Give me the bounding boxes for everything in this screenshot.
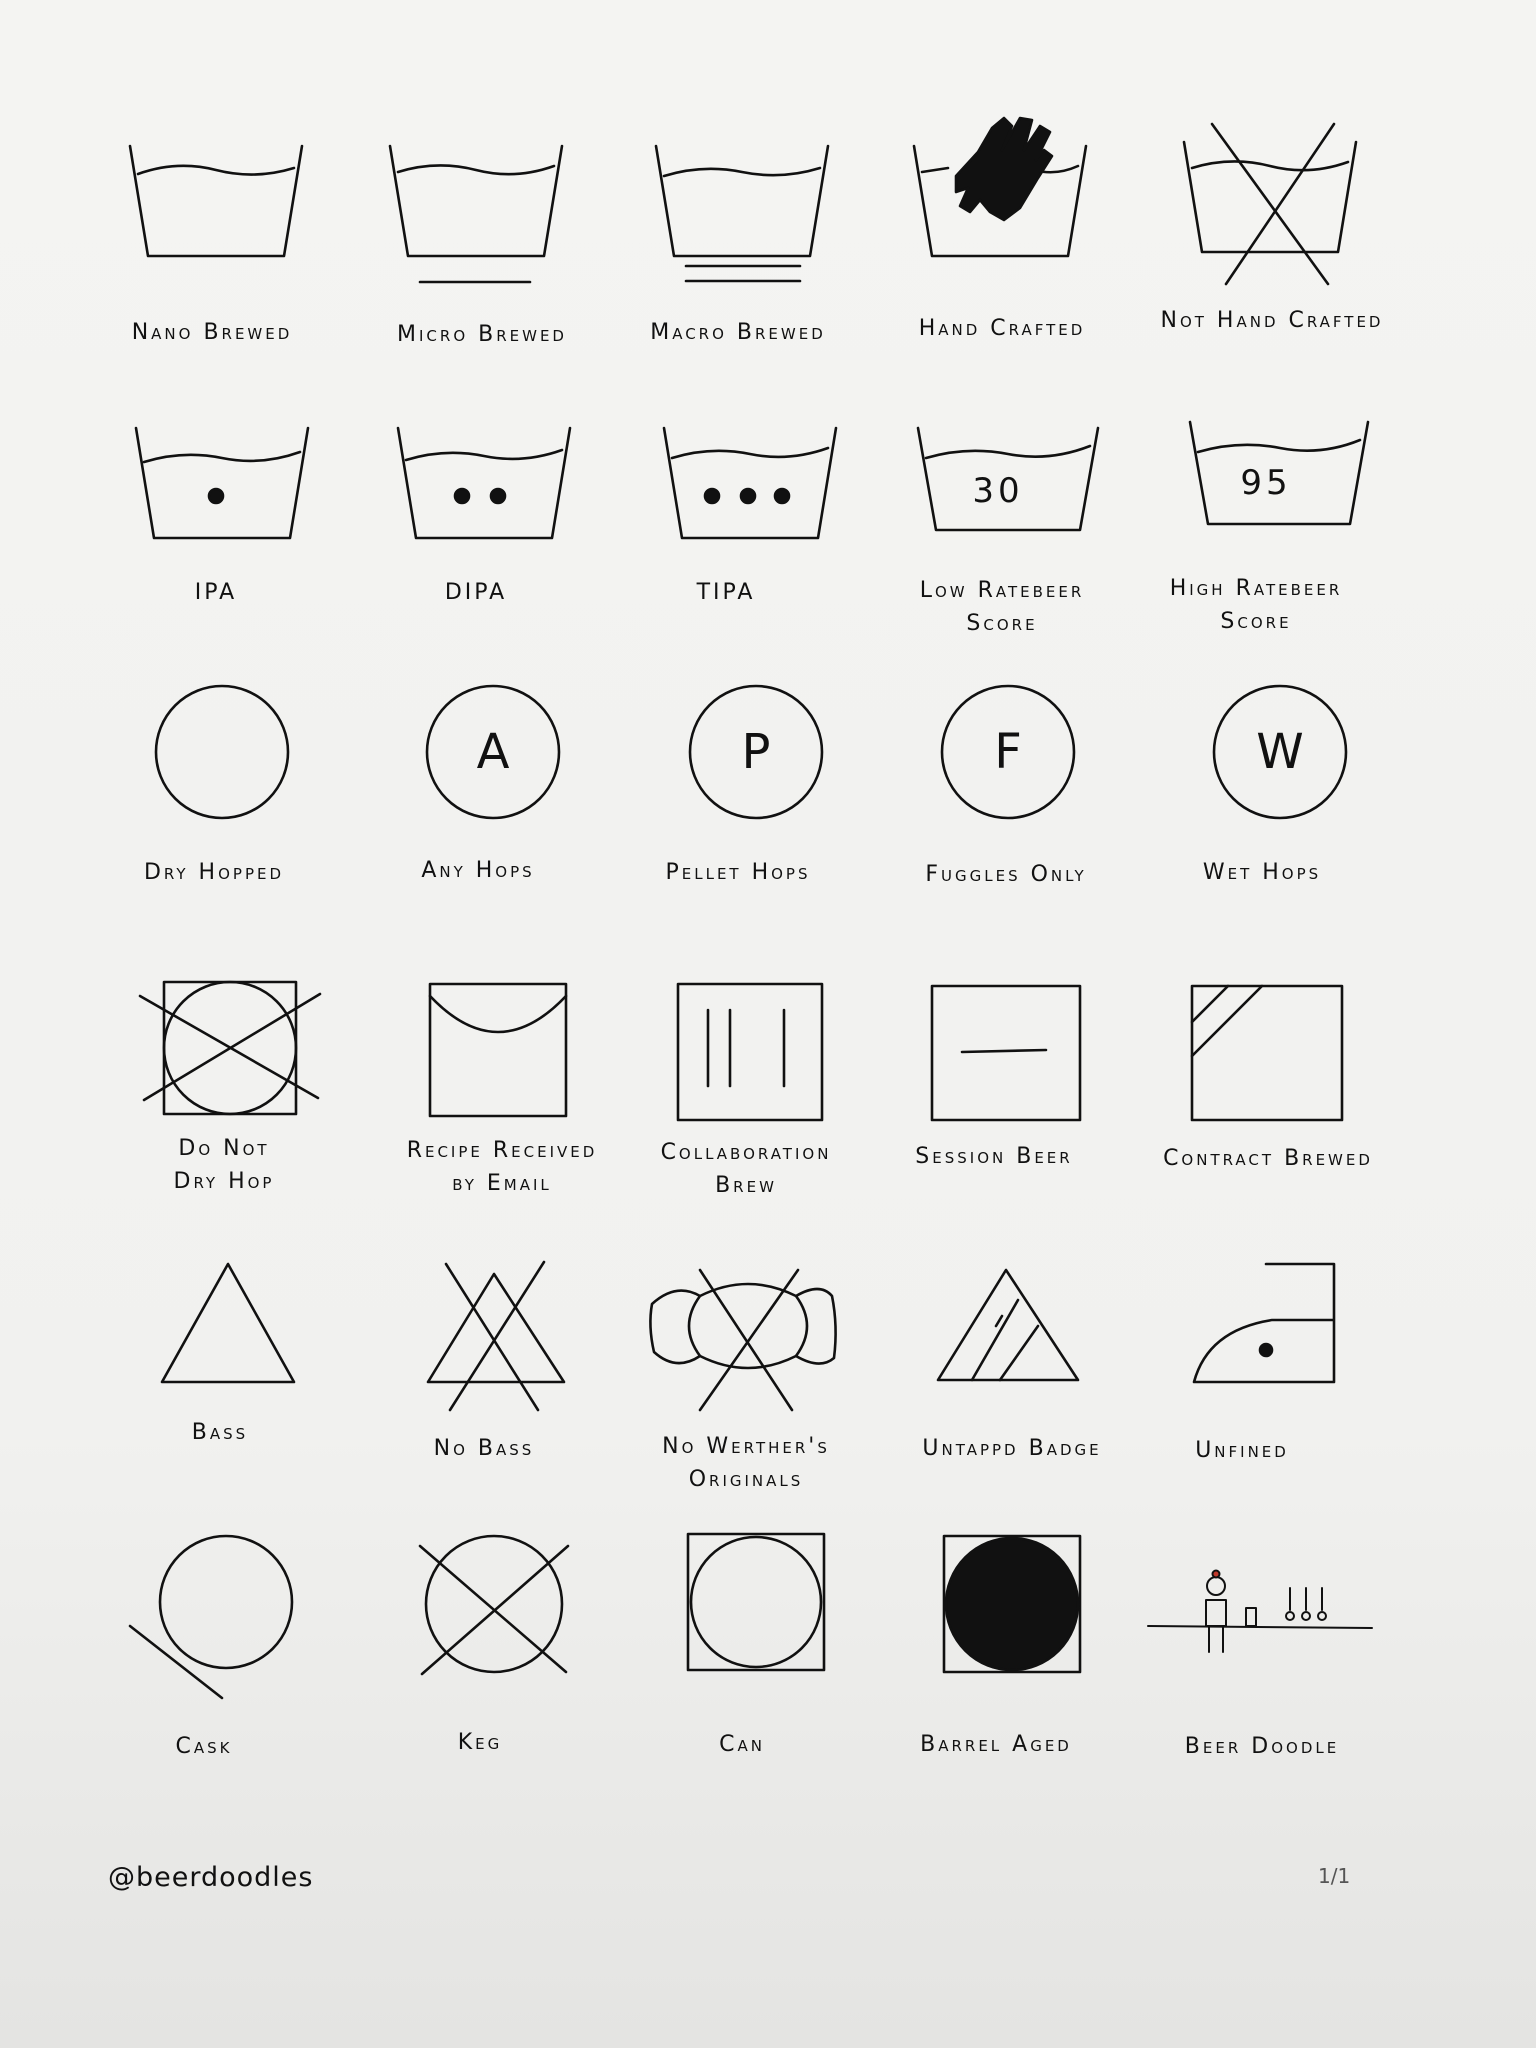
washtub-one-dot-icon — [136, 428, 308, 538]
washtub-two-dots-icon — [398, 428, 570, 538]
washtub-temperature-icon — [918, 428, 1098, 530]
label-micro-brewed: Micro Brewed — [397, 322, 567, 347]
letter-a-text: A — [476, 724, 510, 780]
page-number: 1/1 — [1318, 1864, 1351, 1888]
label-bass: Bass — [191, 1420, 249, 1445]
label-do-not-dry-hop: Do Not Dry Hop — [173, 1136, 275, 1194]
label-beer-doodle: Beer Doodle — [1184, 1734, 1340, 1759]
bleach-triangle-icon — [162, 1264, 294, 1382]
label-high-ratebeer-score: High Ratebeer Score — [1169, 576, 1343, 634]
label-contract-brewed: Contract Brewed — [1163, 1146, 1373, 1171]
drip-dry-icon — [678, 984, 822, 1120]
washtub-nano-icon — [130, 146, 302, 256]
label-no-werthers-originals: No Werther's Originals — [662, 1434, 830, 1492]
label-any-hops: Any Hops — [421, 858, 535, 883]
non-chlorine-bleach-icon — [938, 1270, 1078, 1380]
label-cask: Cask — [175, 1734, 233, 1759]
washtub-three-dots-icon — [664, 428, 836, 538]
label-tipa: TIPA — [696, 580, 756, 605]
washtub-temperature-icon — [1190, 422, 1368, 524]
temp-high-text: 95 — [1240, 463, 1292, 503]
temp-low-text: 30 — [972, 471, 1024, 511]
iron-one-dot-icon — [1194, 1264, 1334, 1382]
dry-flat-icon — [932, 986, 1080, 1120]
tumble-dry-filled-icon — [944, 1536, 1080, 1672]
label-untappd-badge: Untappd Badge — [922, 1436, 1102, 1461]
label-ipa: IPA — [194, 580, 238, 605]
letter-f-text: F — [994, 724, 1022, 780]
do-not-bleach-icon — [428, 1262, 564, 1410]
label-fuggles-only: Fuggles Only — [925, 862, 1087, 887]
washtub-one-bar-icon — [390, 146, 562, 282]
tumble-dry-icon — [688, 1534, 824, 1670]
label-keg: Keg — [457, 1730, 503, 1755]
label-collaboration-brew: Collaboration Brew — [660, 1140, 832, 1198]
do-not-wash-icon — [1184, 124, 1356, 284]
dry-clean-letter-icon — [1214, 686, 1346, 818]
label-dipa: DIPA — [444, 580, 508, 605]
do-not-tumble-dry-icon — [140, 982, 320, 1114]
label-can: Can — [719, 1732, 765, 1757]
label-pellet-hops: Pellet Hops — [665, 860, 811, 885]
letter-p-text: P — [741, 724, 771, 780]
letter-w-text: W — [1256, 724, 1304, 780]
dry-clean-letter-icon — [690, 686, 822, 818]
label-wet-hops: Wet Hops — [1202, 860, 1322, 885]
dry-clean-letter-icon — [427, 686, 559, 818]
label-recipe-received-by-email: Recipe Received by Email — [406, 1138, 598, 1196]
label-no-bass: No Bass — [433, 1436, 535, 1461]
crossed-out-sweet-icon — [650, 1270, 835, 1410]
crossed-out-circle-icon — [420, 1536, 568, 1674]
dry-in-shade-icon — [1192, 986, 1342, 1120]
label-dry-hopped: Dry Hopped — [143, 860, 285, 885]
hand-wash-icon — [914, 118, 1086, 256]
label-macro-brewed: Macro Brewed — [650, 320, 826, 345]
label-low-ratebeer-score: Low Ratebeer Score — [919, 578, 1085, 636]
washtub-two-bars-icon — [656, 146, 828, 281]
label-unfined: Unfined — [1195, 1438, 1289, 1463]
label-not-hand-crafted: Not Hand Crafted — [1160, 308, 1384, 333]
artist-handle: @beerdoodles — [108, 1862, 314, 1893]
bar-figure-icon — [1148, 1571, 1372, 1653]
label-nano-brewed: Nano Brewed — [131, 320, 293, 345]
circle-with-line-icon — [130, 1536, 292, 1698]
label-session-beer: Session Beer — [915, 1144, 1073, 1169]
label-hand-crafted: Hand Crafted — [918, 316, 1086, 341]
line-dry-icon — [430, 984, 566, 1116]
label-barrel-aged: Barrel Aged — [920, 1732, 1072, 1757]
dry-clean-circle-icon — [156, 686, 288, 818]
dry-clean-letter-icon — [942, 686, 1074, 818]
